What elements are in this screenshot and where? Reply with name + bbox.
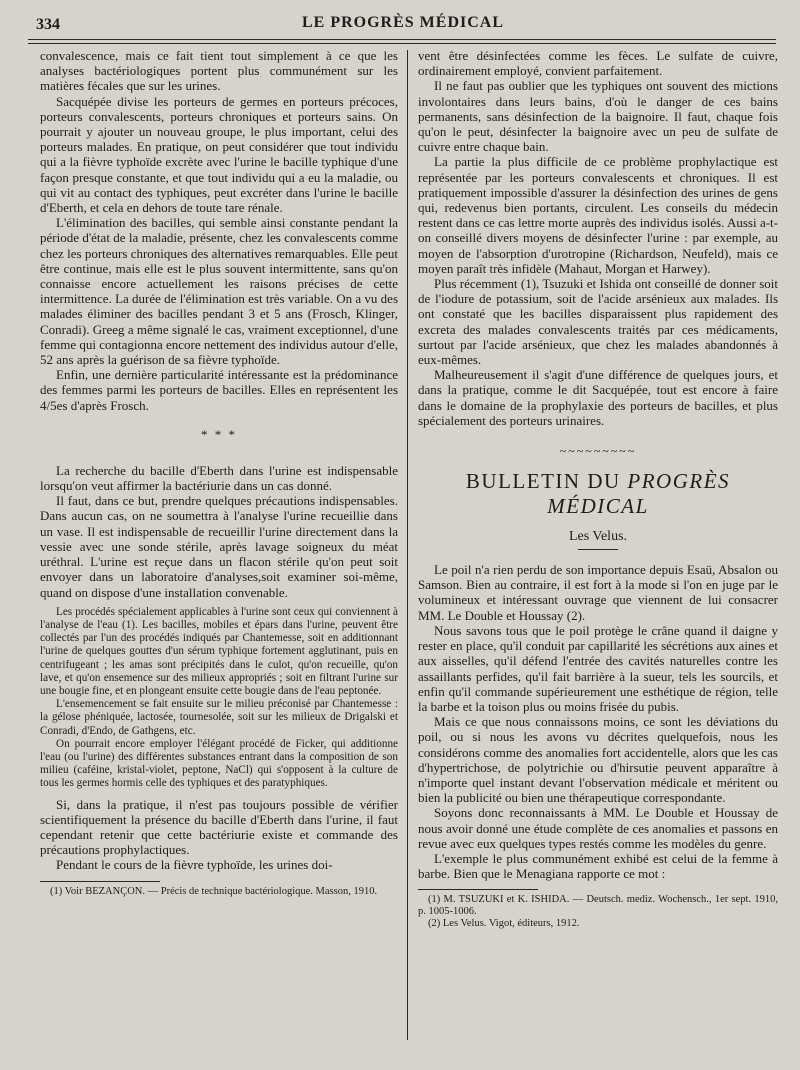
- asterism: * * *: [201, 426, 237, 442]
- paragraph: L'élimination des bacilles, qui semble ainsi constante pendant la période d'état de la maladie, présente, chez les convalescents comme chez les porteurs chroniques des alternatives remarquables. Elle peut être continue, mais elle est le plus souvent intermittente, sans qu'on connaisse encore actuellement les raisons précises de cette intermittence. La durée de l'élimination est très variable. On a vu des malades éliminer des bacilles pendant 3 et 5 ans (Frosch, Klinger, Conradi). Greeg a même signalé le cas, vraiment exceptionnel, d'une femme qui contagionna encore nettement des individus autour d'elle, 52 ans après la guérison de sa fièvre typhoïde.: [40, 215, 398, 368]
- paragraph: Plus récemment (1), Tsuzuki et Ishida ont conseillé de donner soit de l'iodure de potassium, soit de l'acide arsénieux aux malades. Ils ont constaté que les bacilles disparaissent plus rapidement des excreta des malades convalescents traités par ces médicaments, surtout par l'acide arsénieux, que chez les malades abandonnés à eux-mêmes.: [418, 276, 778, 368]
- paragraph: L'exemple le plus communément exhibé est celui de la femme à barbe. Bien que le Menagiana rapporte ce mot :: [418, 850, 778, 882]
- bulletin-heading-italic: PROGRÈS MÉDICAL: [547, 469, 731, 519]
- paragraph: Si, dans la pratique, il n'est pas toujours possible de vérifier scientifiquement la présence du bacille d'Eberth dans l'urine, il faut cependant retenir que cette bactériurie existe et commande des précautions prophylactiques.: [40, 796, 398, 858]
- paragraph: Soyons donc reconnaissants à MM. Le Double et Houssay de nous avoir donné une étude complète de ces anomalies et passons en revue avec eux quelques types restés comme les modèles du genre.: [418, 805, 778, 851]
- left-footnotes: [40, 886, 398, 898]
- footnote-rule: [40, 881, 160, 882]
- paragraph: vent être désinfectées comme les fèces. Le sulfate de cuivre, ordinairement employé, convient parfaitement.: [418, 48, 778, 79]
- right-column: [418, 48, 778, 930]
- footnote: (1) M. TSUZUKI et K. ISHIDA. — Deutsch. mediz. Wochensch., 1er sept. 1910, p. 1005-1006.: [418, 894, 778, 918]
- section-title: Les Velus.: [568, 529, 628, 545]
- footnote: (2) Les Velus. Vigot, éditeurs, 1912.: [428, 918, 580, 930]
- paragraph: Il ne faut pas oublier que les typhiques ont souvent des mictions involontaires dans leurs bains, d'où le danger de ces bains permanents, sans désinfection de la baignoire. Il faut, chaque fois qu'on le peut, désinfecter la baignoire avec un peu de sulfate de cuivre entre chaque bain.: [418, 78, 778, 155]
- header-rule-bottom: [28, 43, 776, 44]
- small-paragraph: Les procédés spécialement applicables à l'urine sont ceux qui conviennent à l'analyse de l'eau (1). Les bacilles, mobiles et épars dans l'urine, peuvent être collectés par l'un des procédés indiqués par Chantemesse, soit en additionnant l'urine de quelques gouttes d'un sérum typhique fortement agglutinant, puis en centrifugeant ; les amas sont précipités dans le culot, qu'on recueille, qu'on lave, et qu'on ensemence sur des milieux appropriés ; soit en filtrant l'urine sur une bougie fine, et en plongeant ensuite cette bougie dans de l'eau peptonée.: [40, 605, 398, 697]
- right-text-block-b: [418, 562, 778, 881]
- journal-title: LE PROGRÈS MÉDICAL: [301, 14, 505, 31]
- footnote-rule: [418, 889, 538, 890]
- bulletin-heading-plain: BULLETIN DU: [465, 469, 628, 494]
- section-title-rule: [578, 549, 618, 550]
- right-footnotes: [418, 894, 778, 930]
- small-paragraph: L'ensemencement se fait ensuite sur le milieu préconisé par Chantemesse : la gélose phéniquée, lactosée, tournesolée, soit sur les milieux de Drigalski et Conradi, d'Endo, de Gathgens, etc.: [40, 698, 398, 737]
- small-paragraph: On pourrait encore employer l'élégant procédé de Ficker, qui additionne l'eau (ou l'urine) des différentes substances entrant dans la composition de son milieu (caféine, kristal-violet, peptone, NaCl) qui s'opposent à la culture de tous les germes hormis celle des typhiques et des paratyphiques.: [40, 737, 398, 790]
- left-column: [40, 48, 398, 898]
- paragraph: Enfin, une dernière particularité intéressante est la prédominance des femmes parmi les porteurs de bacilles. Elles en représentent les 4/5es d'après Frosch.: [40, 367, 398, 413]
- paragraph: Mais ce que nous connaissons moins, ce sont les déviations du poil, ou si nous les avons vu décrites quelquefois, nous les considérons comme des anomalies fort accidentelle, alors que les cas d'hypertrichose, de polytrichie ou d'hirsutie peuvent apparaître à n'importe quel instant devant l'observation médicale et méritent ou bien la publicité ou bien une thérapeutique correspondante.: [418, 714, 778, 806]
- bulletin-heading: [418, 469, 778, 519]
- paragraph: Le poil n'a rien perdu de son importance depuis Esaü, Absalon ou Samson. Bien au contraire, il est fort à la mode si l'on en juge par le volumineux et intéressant ouvrage que viennent de lui consacrer MM. Le Double et Houssay (2).: [418, 562, 778, 623]
- paragraph: Sacquépée divise les porteurs de germes en porteurs précoces, porteurs convalescents, porteurs chroniques et porteurs sains. On pourrait y ajouter un nouveau groupe, le plus important, celui des porteurs malades. En pratique, on peut considérer que tout individu qui a la fièvre typhoïde excrète avec l'urine le bacille typhique d'une façon presque constante, et que tout individu qui a eu la maladie, ou qui vit au contact des typhiques, peut excréter dans l'urine le bacille d'Eberth, et cela en dehors de toute tare rénale.: [40, 93, 398, 216]
- left-text-block-c: [40, 797, 398, 873]
- footnote: (1) Voir BEZANÇON. — Précis de technique bactériologique. Masson, 1910.: [50, 885, 378, 897]
- header-rule-top: [28, 39, 776, 40]
- paragraph: La recherche du bacille d'Eberth dans l'urine est indispensable lorsqu'on veut affirmer la bactériurie dans un cas donné.: [40, 462, 398, 494]
- paragraph: Il faut, dans ce but, prendre quelques précautions indispensables. Dans aucun cas, on ne soumettra à l'analyse l'urine recueillie dans un vase. Il est indispensable de recueillir l'urine directement dans la vessie avec une sonde stérile, après lavage soigneux du méat uréthral. L'urine est reçue dans un flacon stérile qu'on peut soit envoyer dans un laboratoire d'analyses,soit examiner soi-même, quand on dispose d'une installation convenable.: [40, 493, 398, 600]
- paragraph: Malheureusement il s'agit d'une différence de quelques jours, et dans la pratique, comme le dit Sacquépée, tout est encore à faire dans le domaine de la prophylaxie des porteurs de bacilles, et plus spécialement des porteurs urinaires.: [418, 367, 778, 428]
- page-number: 334: [36, 16, 60, 33]
- section-ornament: ~~~~~~~~~: [559, 444, 637, 459]
- left-text-block-b: [40, 463, 398, 600]
- paragraph: Nous savons tous que le poil protège le crâne quand il daigne y rester en place, qu'il conduit par capillarité les sécrétions aux aines et aux aisselles, qu'il défend l'entrée des cavités naturelles contre les assaillants perfides, qu'il fait barrière à la sueur, tels les sourcils, et enfin qu'il commande supérieurement une esthétique de région, telle la barbe et la toison plus ou moins frisée du pubis.: [418, 622, 778, 714]
- small-print-block: [40, 606, 398, 791]
- column-divider: [407, 50, 408, 1040]
- paragraph: convalescence, mais ce fait tient tout simplement à ce que les analyses bactériologiques portent plus communément sur les matières fécales que sur les urines.: [40, 48, 398, 94]
- paragraph: Pendant le cours de la fièvre typhoïde, les urines doi-: [56, 857, 333, 873]
- right-text-block-a: [418, 48, 778, 428]
- left-text-block-a: [40, 48, 398, 413]
- page-header: [28, 12, 778, 38]
- paragraph: La partie la plus difficile de ce problème prophylactique est représentée par les porteurs convalescents et chroniques. Il est pratiquement impossible d'assurer la désinfection des urines de gens qui, redevenus bien portants, circulent. Les conseils du médecin restent dans ce cas lettre morte auprès des individus isolés. Aussi a-t-on conseillé divers moyens de désinfecter l'urine : par exemple, au moyen de l'absorption d'urotropine (Richardson, Neufeld), mais ce moyen paraît très infidèle (Mahaut, Morgan et Harwey).: [418, 154, 778, 276]
